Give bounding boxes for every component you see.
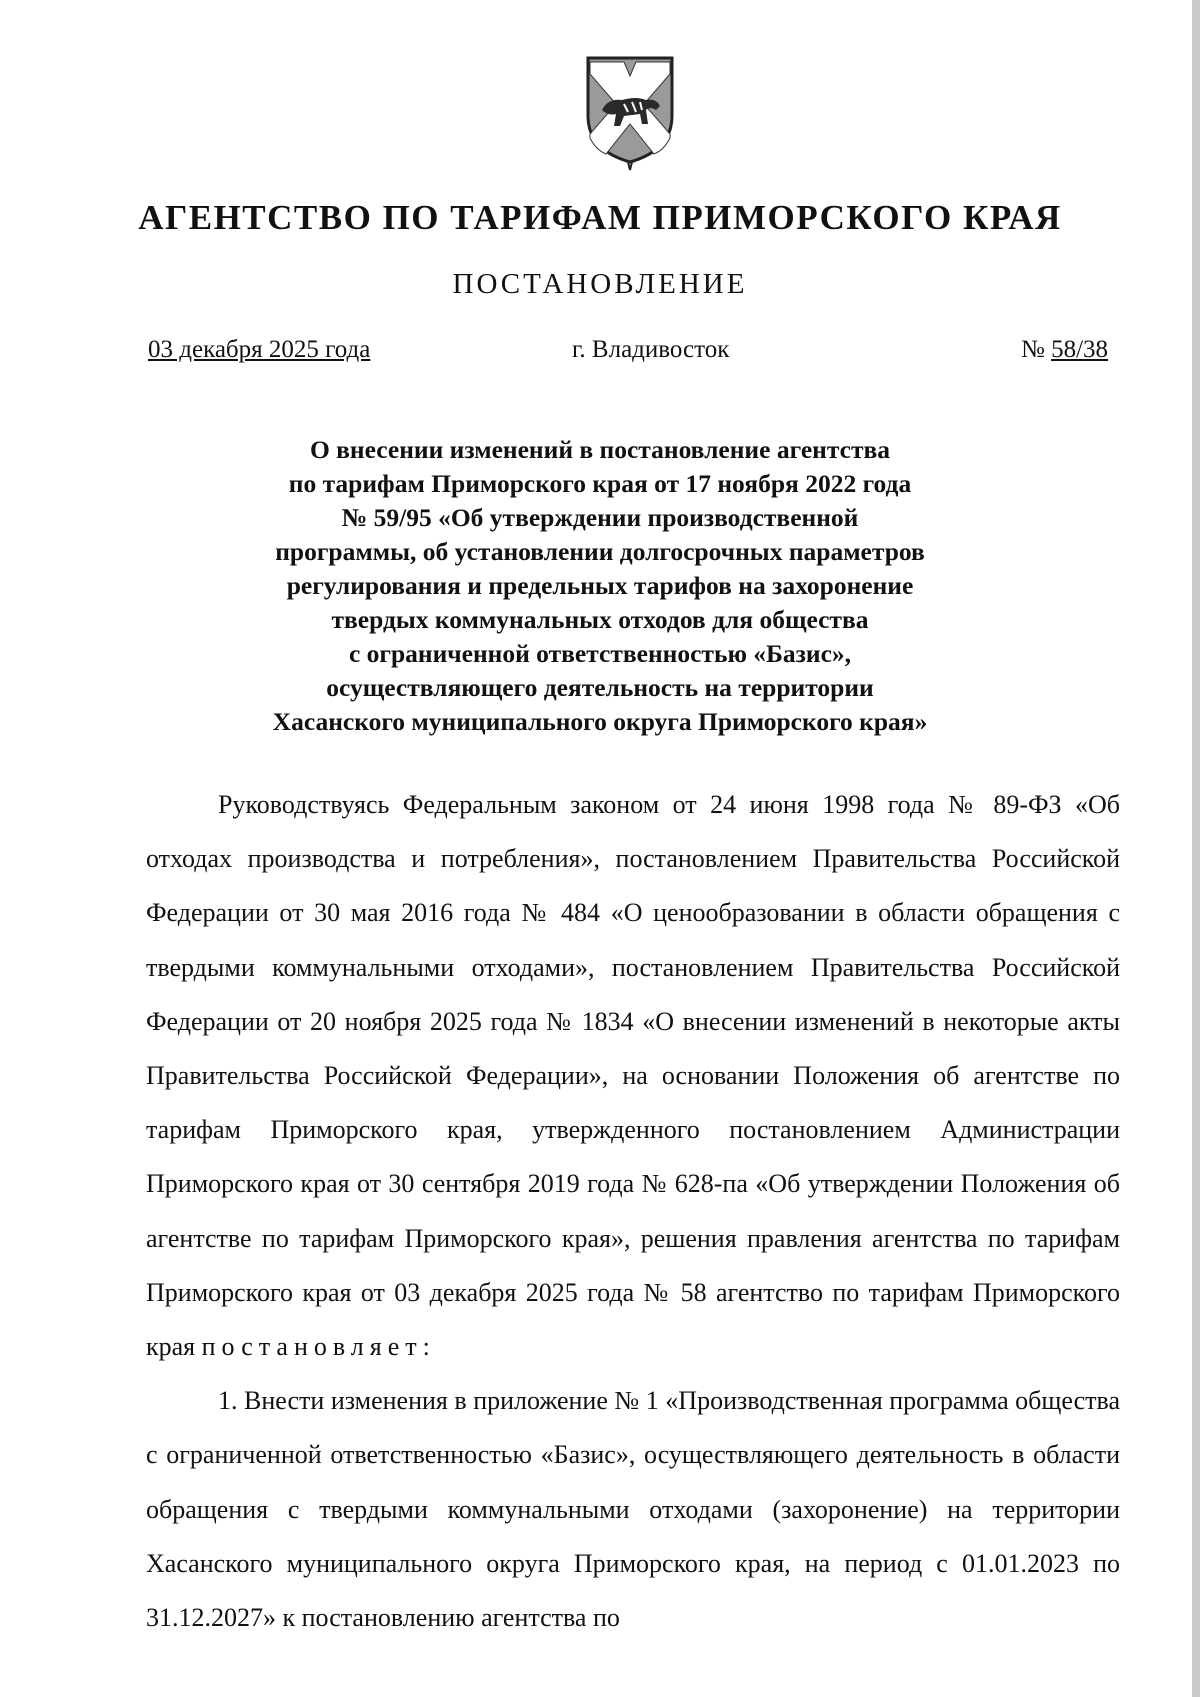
title-line: твердых коммунальных отходов для общества: [331, 605, 869, 634]
resolves-word: постановляет:: [201, 1332, 436, 1362]
title-line: по тарифам Приморского края от 17 ноября 2022 года: [288, 469, 912, 498]
document-number-prefix: №: [1021, 336, 1052, 363]
title-line: с ограниченной ответственностью «Базис»,: [348, 639, 852, 668]
title-line: Хасанского муниципального округа Приморского края»: [272, 707, 928, 736]
primorsky-krai-coat-of-arms-icon: [584, 54, 676, 172]
document-type: ПОСТАНОВЛЕНИЕ: [452, 268, 748, 300]
document-title: [200, 433, 1000, 739]
preamble-paragraph: [146, 778, 1120, 1374]
preamble-text: Руководствуясь Федеральным законом от 24 июня 1998 года № 89-ФЗ «Об отходах производства и потребления», постановлением Правительства Российской Федерации от 30 мая 2016 года № 484 «О ценообразовании в области обращения с твердыми коммунальными отходами», постановлением Правительства Российской Федерации от 20 ноября 2025 года № 1834 «О внесении изменений в некоторые акты Правительства Российской Федерации», на основании Положения об агентстве по тарифам Приморского края, утвержденного постановлением Администрации Приморского края от 30 сентября 2019 года № 628-па «Об утверждении Положения об агентстве по тарифам Приморского края», решения правления агентства по тарифам Приморского края от 03 декабря 2025 года № 58 агентство по тарифам Приморского края: [146, 790, 1120, 1362]
title-line: программы, об установлении долгосрочных параметров: [275, 537, 925, 566]
document-date: 03 декабря 2025 года: [148, 336, 371, 363]
document-number: [1021, 336, 1108, 364]
document-body: [146, 778, 1120, 1645]
scan-edge: [1192, 0, 1200, 1697]
document-city: г. Владивосток: [572, 336, 730, 363]
document-number-value: 58/38: [1051, 336, 1109, 363]
title-line: № 59/95 «Об утверждении производственной: [341, 503, 859, 532]
title-line: осуществляющего деятельность на территории: [326, 673, 874, 702]
agency-name: АГЕНТСТВО ПО ТАРИФАМ ПРИМОРСКОГО КРАЯ: [138, 198, 1062, 237]
title-line: регулирования и предельных тарифов на захоронение: [286, 571, 914, 600]
title-line: О внесении изменений в постановление агентства: [309, 435, 891, 464]
clause-1-paragraph: 1. Внести изменения в приложение № 1 «Производственная программа общества с ограниченной ответственностью «Базис», осуществляющего деятельность в области обращения с твердыми коммунальными отходами (захоронение) на территории Хасанского муниципального округа Приморского края, на период с 01.01.2023 по 31.12.2027» к постановлению агентства по: [146, 1386, 1120, 1633]
